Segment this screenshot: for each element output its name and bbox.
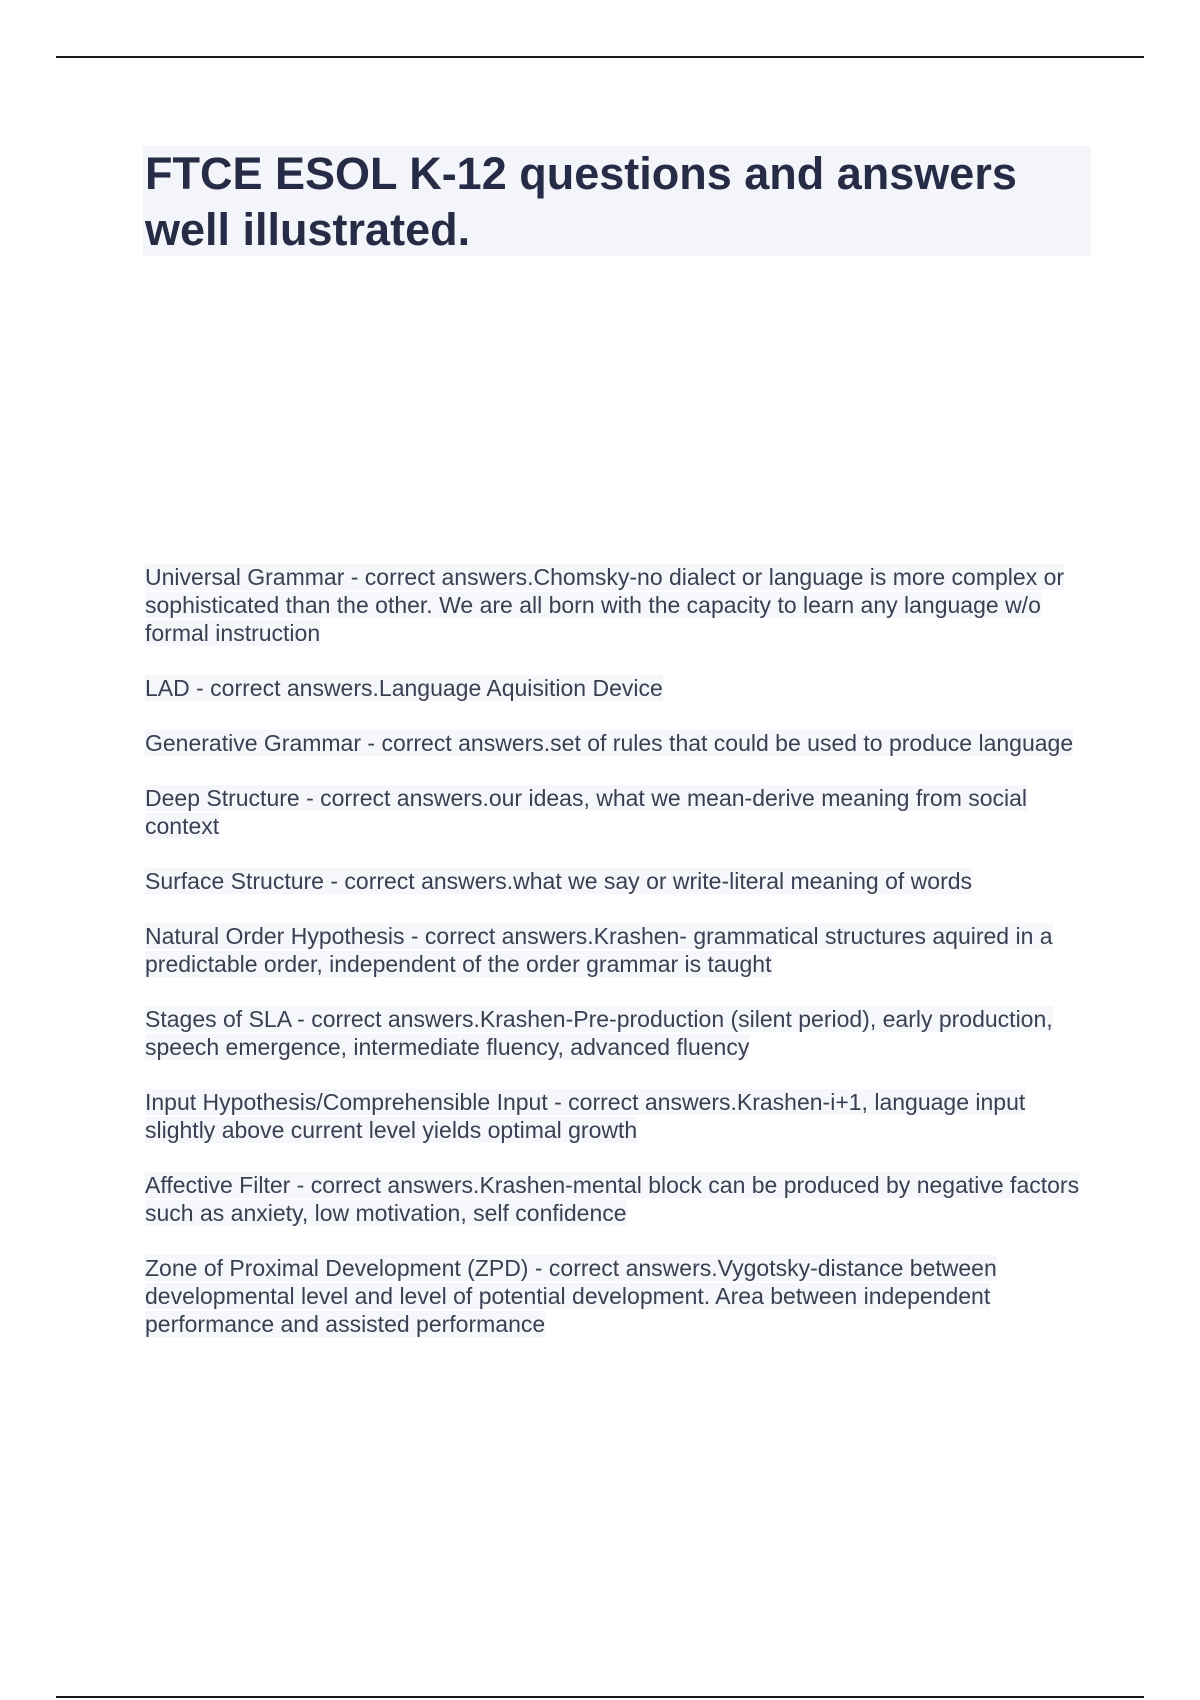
qa-item-text: Natural Order Hypothesis - correct answers.Krashen- grammatical structures aquired in a predictable order, independent of the order grammar is taught: [145, 923, 1053, 977]
qa-item-text: Stages of SLA - correct answers.Krashen-Pre-production (silent period), early production, speech emergence, intermediate fluency, advanced fluency: [145, 1006, 1053, 1060]
qa-item-generative-grammar: [145, 729, 1090, 757]
qa-item-deep-structure: [145, 784, 1090, 840]
qa-item-text: Affective Filter - correct answers.Krashen-mental block can be produced by negative factors such as anxiety, low motivation, self confidence: [145, 1172, 1080, 1226]
qa-item-universal-grammar: [145, 563, 1090, 647]
qa-item-text: Input Hypothesis/Comprehensible Input - correct answers.Krashen-i+1, language input slightly above current level yields optimal growth: [145, 1089, 1026, 1143]
title-block: [143, 146, 1091, 256]
qa-item-surface-structure: [145, 867, 1090, 895]
qa-item-text: Deep Structure - correct answers.our ideas, what we mean-derive meaning from social context: [145, 785, 1028, 839]
qa-item-zpd: [145, 1254, 1090, 1338]
document-title: FTCE ESOL K-12 questions and answers well illustrated.: [145, 148, 1017, 255]
qa-item-text: LAD - correct answers.Language Aquisition Device: [145, 675, 663, 701]
qa-list: [145, 563, 1090, 1365]
header-rule: [56, 56, 1144, 58]
qa-item-stages-of-sla: [145, 1005, 1090, 1061]
qa-item-natural-order-hypothesis: [145, 922, 1090, 978]
qa-item-lad: [145, 674, 1090, 702]
qa-item-text: Surface Structure - correct answers.what we say or write-literal meaning of words: [145, 868, 973, 894]
qa-item-text: Zone of Proximal Development (ZPD) - correct answers.Vygotsky-distance between developmental level and level of potential development. Area between independent performance and assisted performance: [145, 1255, 997, 1337]
footer-rule: [56, 1696, 1144, 1698]
qa-item-affective-filter: [145, 1171, 1090, 1227]
qa-item-text: Universal Grammar - correct answers.Chomsky-no dialect or language is more complex or sophisticated than the other. We are all born with the capacity to learn any language w/o formal instruction: [145, 564, 1065, 646]
qa-item-text: Generative Grammar - correct answers.set of rules that could be used to produce language: [145, 730, 1074, 756]
qa-item-input-hypothesis: [145, 1088, 1090, 1144]
